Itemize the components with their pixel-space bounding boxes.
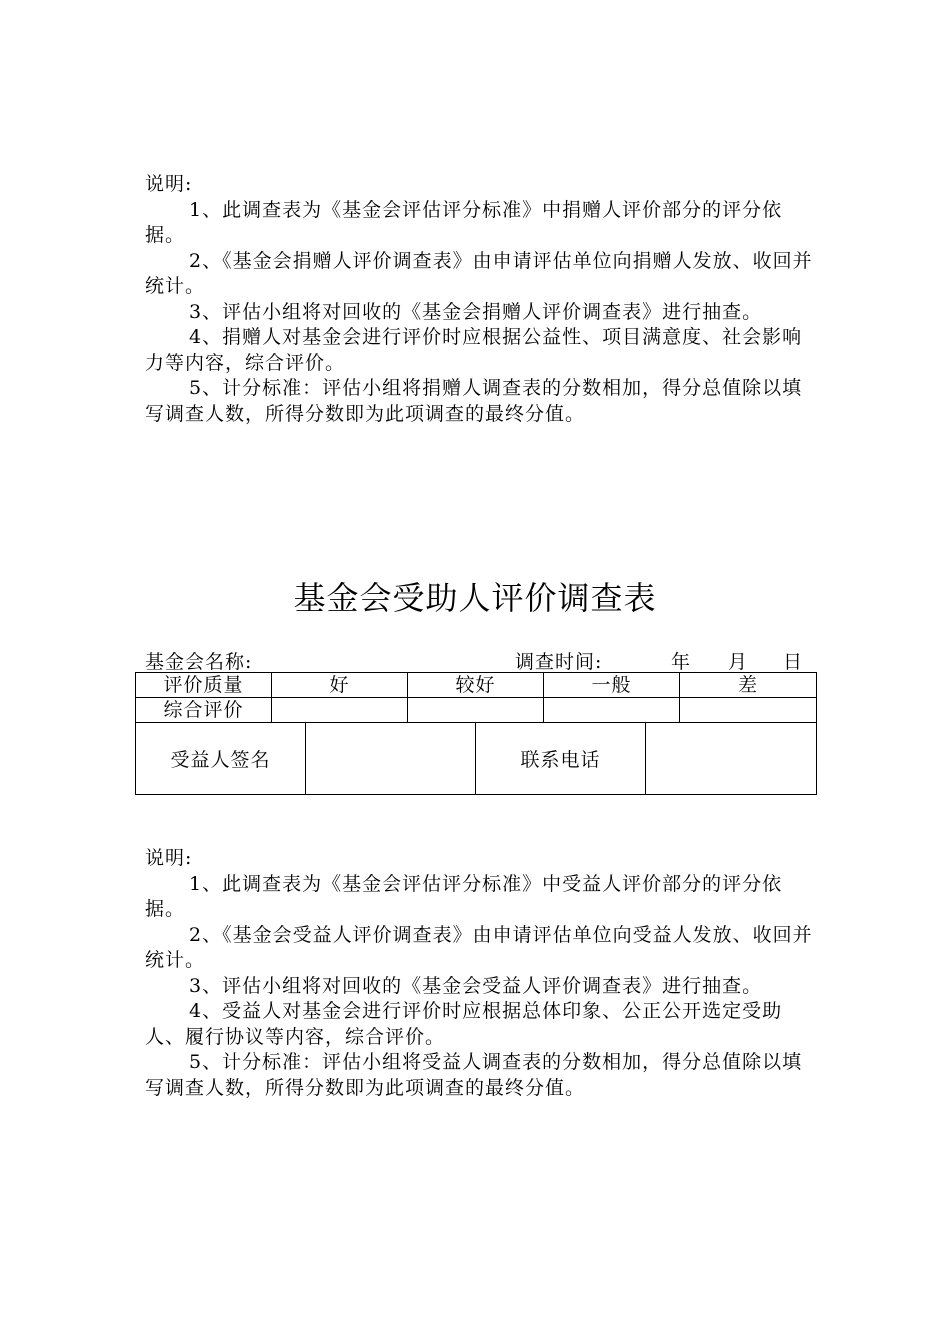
note-item: 2、《基金会受益人评价调查表》由申请评估单位向受益人发放、收回并统计。 bbox=[145, 923, 813, 971]
beneficiary-notes bbox=[145, 846, 815, 1101]
foundation-name-label: 基金会名称: bbox=[145, 651, 253, 673]
overall-rating-label: 综合评价 bbox=[136, 698, 272, 723]
rating-header-row bbox=[136, 673, 817, 698]
overall-rating-row bbox=[136, 698, 817, 723]
overall-good-cell[interactable] bbox=[272, 698, 408, 723]
beneficiary-signature-field[interactable] bbox=[306, 723, 476, 795]
overall-poor-cell[interactable] bbox=[680, 698, 817, 723]
overall-average-cell[interactable] bbox=[544, 698, 680, 723]
rating-good-header: 好 bbox=[272, 673, 408, 698]
day-label: 日 bbox=[783, 651, 804, 673]
notes-heading: 说明: bbox=[145, 847, 193, 869]
contact-phone-label: 联系电话 bbox=[476, 723, 646, 795]
note-item: 3、评估小组将对回收的《基金会捐赠人评价调查表》进行抽查。 bbox=[189, 300, 763, 323]
beneficiary-signature-label: 受益人签名 bbox=[136, 723, 306, 795]
overall-fairly-good-cell[interactable] bbox=[408, 698, 544, 723]
donor-notes bbox=[145, 172, 815, 427]
note-item: 2、《基金会捐赠人评价调查表》由申请评估单位向捐赠人发放、收回并统计。 bbox=[145, 249, 813, 297]
signature-row bbox=[136, 723, 817, 795]
rating-table bbox=[135, 672, 817, 723]
rating-poor-header: 差 bbox=[680, 673, 817, 698]
rating-fairly-good-header: 较好 bbox=[408, 673, 544, 698]
note-item: 1、此调查表为《基金会评估评分标准》中捐赠人评价部分的评分依据。 bbox=[145, 198, 783, 246]
year-label: 年 bbox=[671, 651, 692, 673]
note-item: 4、受益人对基金会进行评价时应根据总体印象、公正公开选定受助人、履行协议等内容，综合评价。 bbox=[145, 1000, 783, 1048]
note-item: 4、捐赠人对基金会进行评价时应根据公益性、项目满意度、社会影响力等内容，综合评价。 bbox=[145, 326, 803, 374]
form-meta-row bbox=[145, 647, 815, 673]
form-title: 基金会受助人评价调查表 bbox=[293, 579, 657, 617]
note-item: 5、计分标准：评估小组将受益人调查表的分数相加，得分总值除以填写调查人数，所得分数即为此项调查的最终分值。 bbox=[145, 1051, 803, 1099]
rating-quality-label: 评价质量 bbox=[136, 673, 272, 698]
survey-time-label: 调查时间: bbox=[515, 651, 603, 673]
signature-table bbox=[135, 723, 817, 795]
month-label: 月 bbox=[728, 651, 749, 673]
notes-heading: 说明: bbox=[145, 173, 193, 195]
note-item: 1、此调查表为《基金会评估评分标准》中受益人评价部分的评分依据。 bbox=[145, 872, 783, 920]
rating-average-header: 一般 bbox=[544, 673, 680, 698]
contact-phone-field[interactable] bbox=[646, 723, 817, 795]
note-item: 5、计分标准：评估小组将捐赠人调查表的分数相加，得分总值除以填写调查人数，所得分数即为此项调查的最终分值。 bbox=[145, 377, 803, 425]
note-item: 3、评估小组将对回收的《基金会受益人评价调查表》进行抽查。 bbox=[189, 974, 763, 997]
